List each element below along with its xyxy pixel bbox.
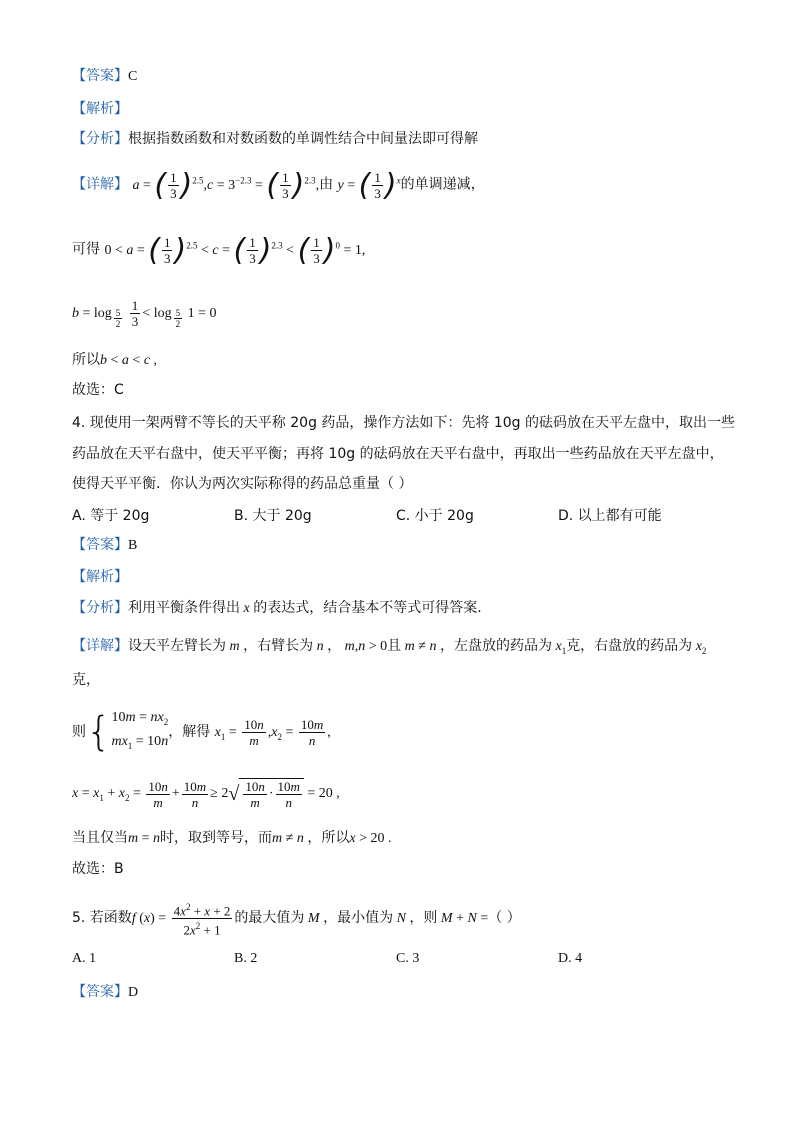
fenxi-text: 根据指数函数和对数函数的单调性结合中间量法即可得解 xyxy=(128,131,478,147)
detail3-text1: 由 xyxy=(319,176,334,193)
formula-y-def: y = ( $\frac{1}{3}$ )$^x$ xyxy=(337,167,401,203)
kede-text: 可得 xyxy=(72,241,100,258)
formula-x1-x2: $x_1$ = $\frac{10n}{m}$ $,x_2$ = $\frac{10m}{n}$ , xyxy=(214,717,331,749)
dangqie1: 当且仅当 xyxy=(72,830,128,846)
system-line: 则{ $10m = nx_2$ $mx_1 = 10n$ ，解得 $x_1$ = $\frac{10n}{m}$ $,x_2$ = $\frac{10m}{n}$ , xyxy=(72,708,331,755)
ke-line: 克， xyxy=(72,672,100,688)
q5-t3: ，最小值为 xyxy=(323,910,394,927)
q5-option-d: D. 4 xyxy=(558,951,583,966)
formula-ineq-ac: 0 < a = ( $\frac{1}{3}$ )$^{2.5}$ < c = ( $\frac{1}{3}$ )$^{2.3}$ < ( $\frac{1}{3}$ )$^0$ = 1, xyxy=(104,232,366,268)
q5-t5: （ ） xyxy=(488,910,521,927)
formula-m-eq-n: m = n xyxy=(128,831,161,846)
answer-line-4 xyxy=(72,535,137,556)
fenxi-line-4 xyxy=(72,598,482,619)
formula-bac: b < a < c , xyxy=(100,353,158,368)
var-n: n xyxy=(313,639,328,654)
q5-t4: ，则 xyxy=(409,910,438,927)
formula-a-def: a = ( $\frac{1}{3}$ )$^{2.5},c = 3^{-2.3}$ = ( $\frac{1}{3}$ )$^{2.3}$, xyxy=(132,167,320,203)
q4-option-a: A. 等于 20g xyxy=(72,508,150,524)
answer-tag: 【答案】 xyxy=(72,68,128,84)
q4-option-d: D. 以上都有可能 xyxy=(558,508,662,524)
formula-sum-ineq: $x = x_1 + x_2$ = $\frac{10n}{m}$ + $\frac{10m}{n}$ ≥ 2√ $\frac{10n}{m}$ · $\frac{10m}{n}$ = 20 , xyxy=(72,778,340,810)
equality-line xyxy=(72,828,391,849)
detail4-t5: 克，右盘放的药品为 xyxy=(566,638,693,654)
guxuan-line-4: 故选：B xyxy=(72,861,124,877)
fenxi-tag: 【分析】 xyxy=(72,131,128,147)
answer-tag: 【答案】 xyxy=(72,537,128,553)
fenxi4-text2: 的表达式，结合基本不等式可得答案. xyxy=(253,600,482,616)
q5-option-c: C. 3 xyxy=(396,951,420,966)
detail3-text2: 的单调递减， xyxy=(400,176,485,193)
detail4-t4: ，左盘放的药品为 xyxy=(439,638,552,654)
analysis-tag: 【解析】 xyxy=(72,569,128,585)
answer-value: C xyxy=(128,69,138,84)
formula-m-neq-n: m ≠ n xyxy=(401,639,440,654)
q5-option-a: A. 1 xyxy=(72,951,97,966)
suoyi-text: 所以 xyxy=(72,352,100,368)
detail4-t3: 且 xyxy=(387,638,402,654)
answer-line-3 xyxy=(72,66,137,87)
suoyi-line xyxy=(72,350,157,371)
analysis-heading-4 xyxy=(72,567,128,587)
var-x: x xyxy=(240,601,254,616)
formula-m-neq-n-2: m ≠ n xyxy=(272,831,308,846)
formula-M-plus-N: M + N = xyxy=(437,911,489,927)
var-x1: $x_1$ xyxy=(551,639,567,656)
equation-system: $10m = nx_2$ $mx_1 = 10n$ xyxy=(111,710,169,751)
answer-value: D xyxy=(128,985,139,1000)
q4-stem-2: 药品放在天平右盘中，使天平平衡；再将 10g 的砝码放在天平右盘中，再取出一些药品放在天平左盘中， xyxy=(72,446,724,462)
kede-line xyxy=(72,232,366,268)
analysis-tag: 【解析】 xyxy=(72,101,128,117)
fenxi4-text1: 利用平衡条件得出 xyxy=(128,600,240,616)
q5-t1: 5. 若函数 xyxy=(72,910,132,927)
detail-tag: 【详解】 xyxy=(72,638,128,654)
q4-stem-3: 使得天平平衡．你认为两次实际称得的药品总重量（ ） xyxy=(72,476,413,492)
var-m: m xyxy=(226,639,244,654)
dangqie3: ，所以 xyxy=(307,830,350,846)
var-M: M xyxy=(304,911,324,927)
q4-option-c: C. 小于 20g xyxy=(396,508,474,524)
fenxi-line-3 xyxy=(72,129,478,149)
guxuan-line-3 xyxy=(72,380,124,400)
guxuan3-text: 故选：C xyxy=(72,382,124,398)
formula-x-gt-20: x > 20 . xyxy=(349,831,392,846)
sum-line xyxy=(72,778,340,810)
q5-option-b: B. 2 xyxy=(234,951,258,966)
var-x2: $x_2$ xyxy=(692,639,707,656)
detail-tag: 【详解】 xyxy=(72,176,128,193)
dangqie2: 时，取到等号，而 xyxy=(160,830,273,846)
detail-line-4: 【详解】设天平左臂长为 m ，右臂长为 n ， m,n > 0且 m ≠ n ，左盘放的药品为 $x_1$克，右盘放的药品为 $x_2$ xyxy=(72,638,707,656)
formula-mn-pos: m,n > 0 xyxy=(341,639,388,654)
jiede-text: ，解得 xyxy=(168,723,211,740)
q5-t2: 的最大值为 xyxy=(234,910,305,927)
answer-value: B xyxy=(128,538,138,553)
formula-b-def: b = log $_{\frac{5}{2}}$ $\frac{1}{3}$ < log $_{\frac{5}{2}}$ 1 = 0 xyxy=(72,298,217,329)
b-line xyxy=(72,298,217,329)
detail4-t2: ，右臂长为 xyxy=(243,638,314,654)
q4-option-b: B. 大于 20g xyxy=(234,508,312,524)
ze-text: 则 xyxy=(72,723,86,740)
q4-stem-1: 4. 现使用一架两臂不等长的天平称 20g 药品，操作方法如下：先将 10g 的砝码放在天平左盘中，取出一些 xyxy=(72,415,736,431)
formula-fx: f (x) = $\frac{4x^2 + x + 2}{2x^2 + 1}$ xyxy=(131,902,231,938)
q5-stem xyxy=(72,900,521,938)
detail4-t1: 设天平左臂长为 xyxy=(128,638,226,654)
detail-line-3 xyxy=(72,167,485,203)
fenxi-tag: 【分析】 xyxy=(72,600,128,616)
var-N: N xyxy=(393,911,410,927)
answer-line-5 xyxy=(72,982,138,1003)
analysis-heading-3 xyxy=(72,99,128,119)
answer-tag: 【答案】 xyxy=(72,984,128,1000)
